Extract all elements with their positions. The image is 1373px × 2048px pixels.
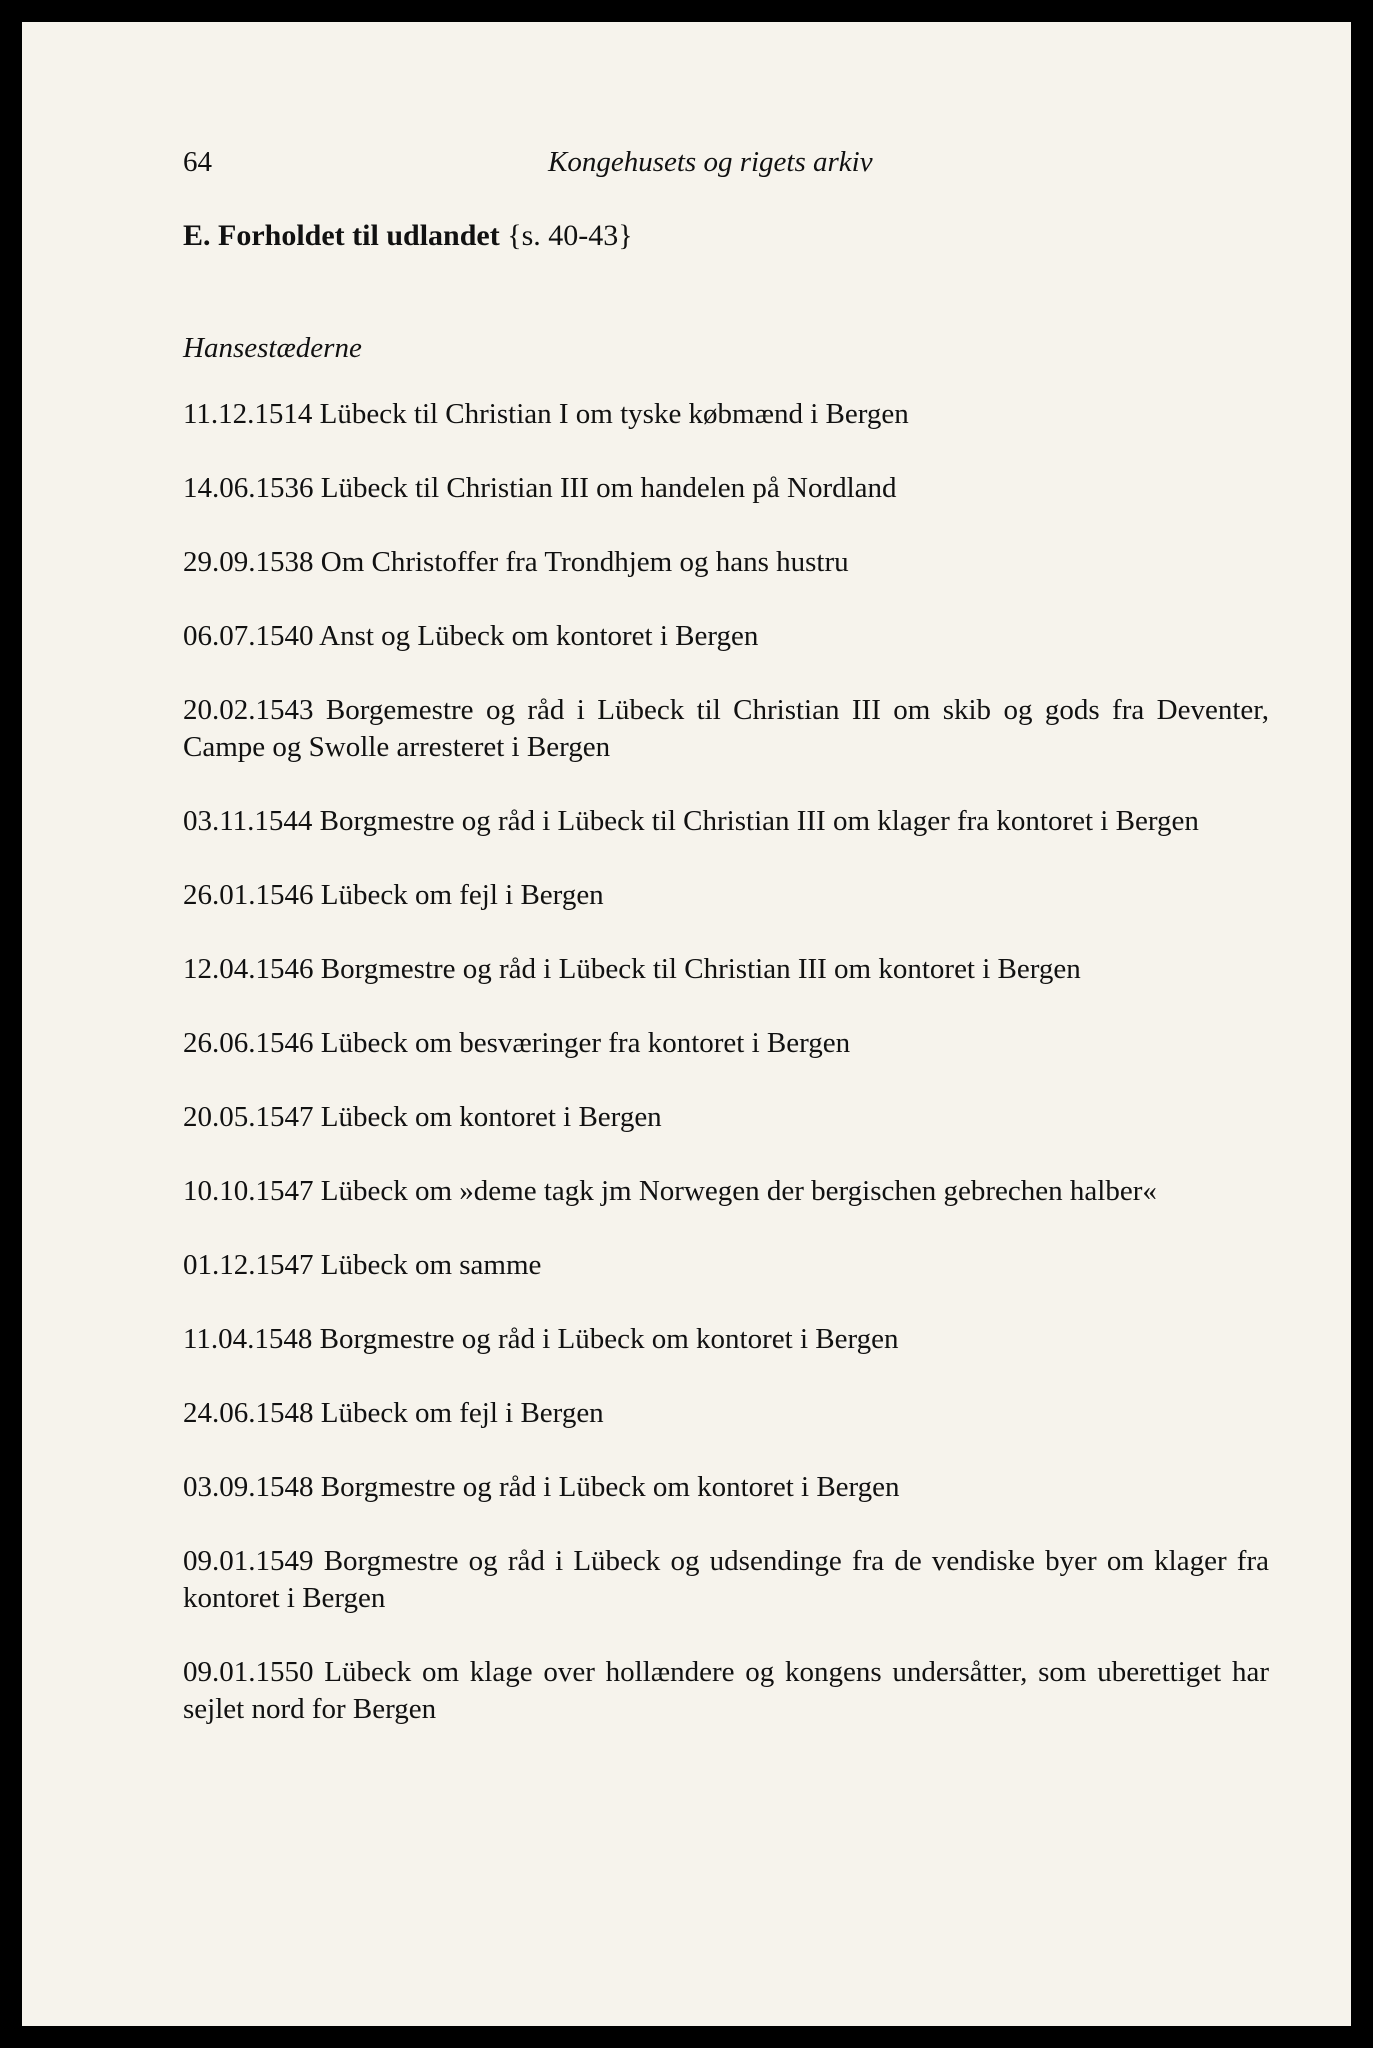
running-title: Kongehusets og rigets arkiv xyxy=(548,146,873,178)
list-item: 03.11.1544 Borgmestre og råd i Lübeck til Christian III om klager fra kontoret i Bergen xyxy=(183,805,1199,837)
document-page xyxy=(22,22,1351,2026)
list-item: 09.01.1550 Lübeck om klage over hollændere og kongens undersåtter, som uberettiget har sejlet nord for Bergen xyxy=(183,1656,1269,1725)
list-item: 01.12.1547 Lübeck om samme xyxy=(183,1249,542,1281)
page-header xyxy=(183,146,1221,186)
page-number: 64 xyxy=(183,146,212,178)
subsection-heading: Hansestæderne xyxy=(183,332,362,364)
list-item: 12.04.1546 Borgmestre og råd i Lübeck til Christian III om kontoret i Bergen xyxy=(183,953,1081,985)
section-heading xyxy=(183,219,633,253)
list-item: 09.01.1549 Borgmestre og råd i Lübeck og udsendinge fra de vendiske byer om klager fra kontoret i Bergen xyxy=(183,1545,1269,1614)
list-item: 11.04.1548 Borgmestre og råd i Lübeck om kontoret i Bergen xyxy=(183,1323,899,1355)
list-item: 06.07.1540 Anst og Lübeck om kontoret i Bergen xyxy=(183,620,759,652)
list-item: 20.05.1547 Lübeck om kontoret i Bergen xyxy=(183,1101,662,1133)
section-title: E. Forholdet til udlandet xyxy=(183,219,500,252)
list-item: 11.12.1514 Lübeck til Christian I om tyske købmænd i Bergen xyxy=(183,398,909,430)
list-item: 03.09.1548 Borgmestre og råd i Lübeck om kontoret i Bergen xyxy=(183,1471,900,1503)
section-page-range: {s. 40-43} xyxy=(507,219,633,252)
list-item: 29.09.1538 Om Christoffer fra Trondhjem og hans hustru xyxy=(183,546,849,578)
list-item: 10.10.1547 Lübeck om »deme tagk jm Norwegen der bergischen gebrechen halber« xyxy=(183,1175,1157,1207)
list-item: 26.01.1546 Lübeck om fejl i Bergen xyxy=(183,879,604,911)
list-item: 20.02.1543 Borgemestre og råd i Lübeck til Christian III om skib og gods fra Deventer, Campe og Swolle arresteret i Bergen xyxy=(183,694,1269,763)
list-item: 14.06.1536 Lübeck til Christian III om handelen på Nordland xyxy=(183,472,897,504)
list-item: 26.06.1546 Lübeck om besværinger fra kontoret i Bergen xyxy=(183,1027,851,1059)
entry-list xyxy=(183,396,1269,1765)
list-item: 24.06.1548 Lübeck om fejl i Bergen xyxy=(183,1397,604,1429)
